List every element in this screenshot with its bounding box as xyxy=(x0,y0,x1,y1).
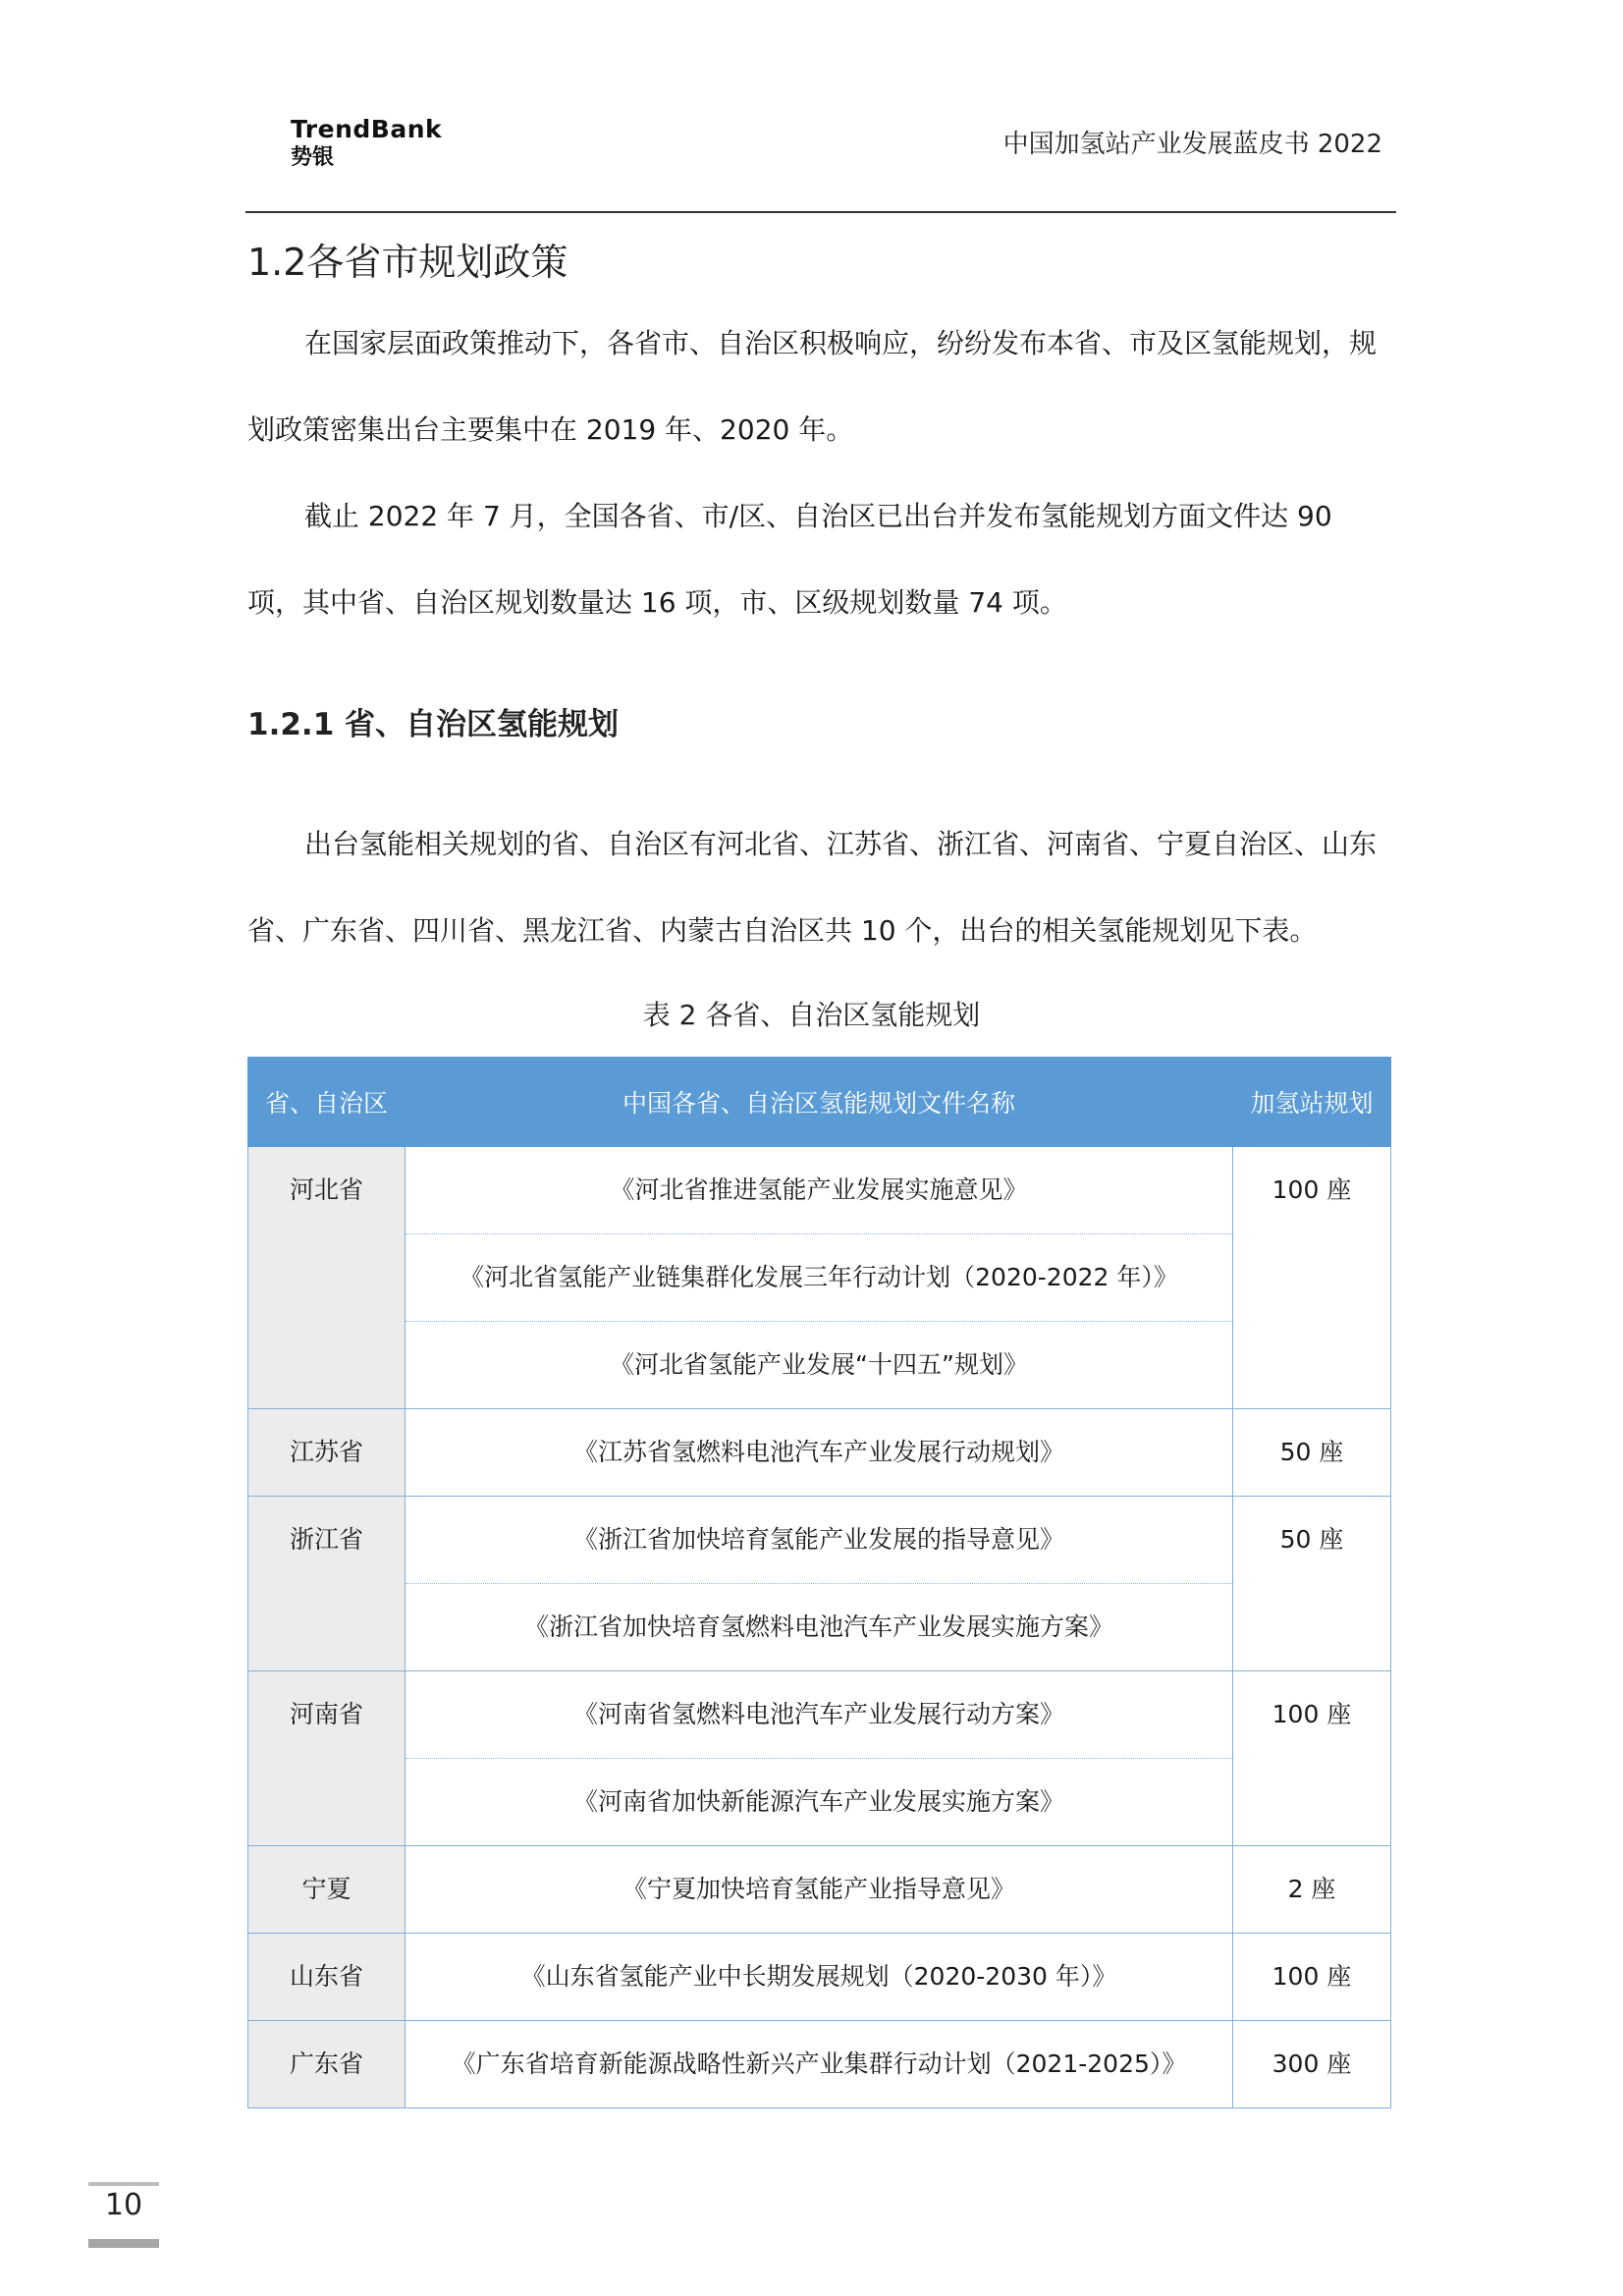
table-row xyxy=(248,2021,1391,2108)
province-cell: 宁夏 xyxy=(248,1846,406,1934)
province-cell: 浙江省 xyxy=(248,1497,406,1671)
document-cell xyxy=(406,1934,1233,2021)
subsection-heading: 1.2.1 省、自治区氢能规划 xyxy=(247,707,620,742)
section-heading: 1.2各省市规划政策 xyxy=(247,241,568,284)
document-name: 《山东省氢能产业中长期发展规划（2020-2030 年）》 xyxy=(520,1962,1117,1991)
table-row xyxy=(248,1497,1391,1671)
paragraph-1: 在国家层面政策推动下，各省市、自治区积极响应，纷纷发布本省、市及区氢能规划，规划政策密集出台主要集中在 2019 年、2020 年。 xyxy=(247,327,1378,446)
stations-cell: 100 座 xyxy=(1233,1671,1391,1846)
province-cell: 广东省 xyxy=(248,2021,406,2108)
document-name: 《广东省培育新能源战略性新兴产业集群行动计划（2021-2025）》 xyxy=(451,2050,1187,2078)
document-cell xyxy=(406,2021,1233,2108)
header-divider xyxy=(245,211,1396,213)
paragraph-2: 截止 2022 年 7 月，全国各省、市/区、自治区已出台并发布氢能规划方面文件达 90 项，其中省、自治区规划数量达 16 项，市、区级规划数量 74 项。 xyxy=(247,500,1332,619)
stations-cell: 100 座 xyxy=(1233,1147,1391,1409)
logo-english: TrendBank xyxy=(291,115,443,143)
stations-cell: 300 座 xyxy=(1233,2021,1391,2108)
table-caption: 表 2 各省、自治区氢能规划 xyxy=(642,999,981,1031)
province-cell: 江苏省 xyxy=(248,1409,406,1497)
table-row xyxy=(248,1671,1391,1846)
page-number-bar-top xyxy=(88,2182,159,2186)
stations-cell: 100 座 xyxy=(1233,1934,1391,2021)
table-row xyxy=(248,1934,1391,2021)
province-cell: 河南省 xyxy=(248,1671,406,1846)
table-row xyxy=(248,1846,1391,1934)
header-stations: 加氢站规划 xyxy=(1233,1058,1391,1147)
document-name: 《河北省氢能产业链集群化发展三年行动计划（2020-2022 年）》 xyxy=(406,1233,1232,1321)
stations-cell: 50 座 xyxy=(1233,1409,1391,1497)
document-name: 《河南省加快新能源汽车产业发展实施方案》 xyxy=(406,1758,1232,1845)
document-name: 《河北省氢能产业发展“十四五”规划》 xyxy=(406,1321,1232,1408)
page-number: 10 xyxy=(104,2188,143,2222)
province-cell: 山东省 xyxy=(248,1934,406,2021)
document-cell xyxy=(406,1846,1233,1934)
page-number-bar-bottom xyxy=(88,2239,159,2248)
document-cell xyxy=(406,1497,1233,1671)
document-name: 《河北省推进氢能产业发展实施意见》 xyxy=(610,1175,1028,1204)
paragraph-3: 出台氢能相关规划的省、自治区有河北省、江苏省、浙江省、河南省、宁夏自治区、山东省、广东省、四川省、黑龙江省、内蒙古自治区共 10 个，出台的相关氢能规划见下表。 xyxy=(247,828,1378,947)
logo-chinese: 势银 xyxy=(291,145,335,170)
stations-cell: 50 座 xyxy=(1233,1497,1391,1671)
table-header-row xyxy=(248,1058,1391,1147)
table-row xyxy=(248,1409,1391,1497)
trendbank-logo xyxy=(291,116,442,171)
document-name: 《浙江省加快培育氢燃料电池汽车产业发展实施方案》 xyxy=(406,1583,1232,1670)
table-row xyxy=(248,1147,1391,1409)
stations-cell: 2 座 xyxy=(1233,1846,1391,1934)
header-document: 中国各省、自治区氢能规划文件名称 xyxy=(406,1058,1233,1147)
document-cell xyxy=(406,1671,1233,1846)
document-name: 《河南省氢燃料电池汽车产业发展行动方案》 xyxy=(572,1700,1064,1728)
document-cell xyxy=(406,1409,1233,1497)
document-name: 《浙江省加快培育氢能产业发展的指导意见》 xyxy=(572,1525,1064,1554)
document-title: 中国加氢站产业发展蓝皮书 2022 xyxy=(1002,130,1382,159)
province-cell: 河北省 xyxy=(248,1147,406,1409)
province-plans-table xyxy=(247,1057,1391,2108)
document-name: 《宁夏加快培育氢能产业指导意见》 xyxy=(622,1875,1015,1903)
document-cell xyxy=(406,1147,1233,1409)
document-name: 《江苏省氢燃料电池汽车产业发展行动规划》 xyxy=(572,1438,1064,1466)
header-province: 省、自治区 xyxy=(248,1058,406,1147)
